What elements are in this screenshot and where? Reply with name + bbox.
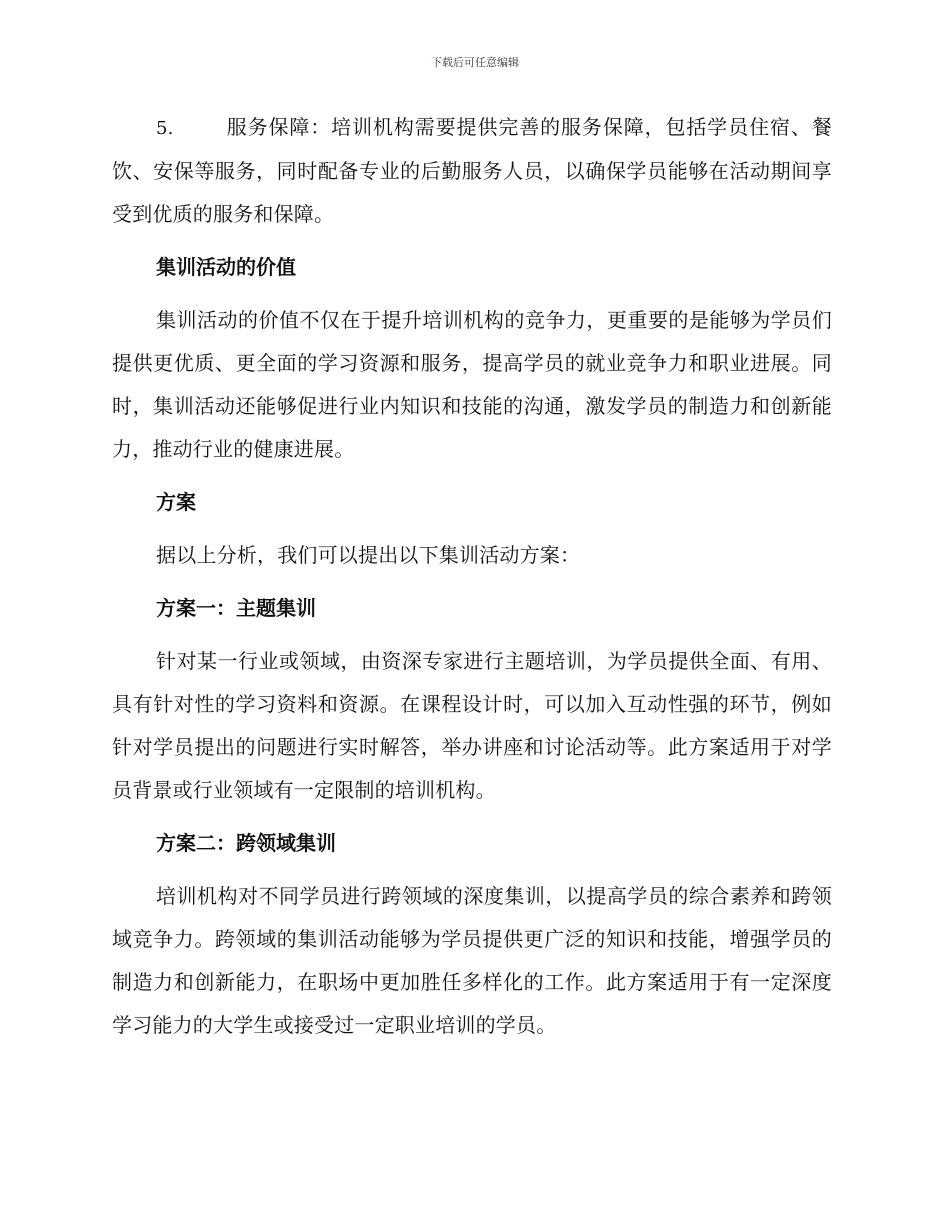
section-heading-plan: 方案 (156, 490, 196, 514)
list-item-text: 服务保障：培训机构需要提供完善的服务保障，包括学员住宿、餐饮、安保等服务，同时配备专业的后勤服务人员，以确保学员能够在活动期间享受到优质的服务和保障。 (112, 115, 832, 226)
paragraph-plan-two: 培训机构对不同学员进行跨领域的深度集训，以提高学员的综合素养和跨领域竞争力。跨领域的集训活动能够为学员提供更广泛的知识和技能，增强学员的制造力和创新能力，在职场中更加胜任多样化的工作。此方案适用于有一定深度学习能力的大学生或接受过一定职业培训的学员。 (112, 884, 832, 1037)
document-body (112, 106, 832, 1057)
paragraph-plan-one: 针对某一行业或领域，由资深专家进行主题培训，为学员提供全面、有用、具有针对性的学习资料和资源。在课程设计时，可以加入互动性强的环节，例如针对学员提出的问题进行实时解答，举办讲座和讨论活动等。此方案适用于对学员背景或行业领域有一定限制的培训机构。 (112, 649, 832, 802)
paragraph-plan-intro: 据以上分析，我们可以提出以下集训活动方案： (156, 543, 581, 567)
paragraph-value: 集训活动的价值不仅在于提升培训机构的竞争力，更重要的是能够为学员们提供更优质、更全面的学习资源和服务，提高学员的就业竞争力和职业进展。同时，集训活动还能够促进行业内知识和技能的沟通，激发学员的制造力和创新能力，推动行业的健康进展。 (112, 308, 832, 461)
section-heading-plan-two: 方案二：跨领域集训 (156, 831, 336, 855)
list-item-service-guarantee (112, 106, 832, 236)
list-item-number: 5. (156, 118, 174, 139)
section-heading-value: 集训活动的价值 (156, 255, 296, 279)
page-header: 下载后可任意编辑 (431, 56, 519, 69)
section-heading-plan-one: 方案一：主题集训 (156, 596, 316, 620)
